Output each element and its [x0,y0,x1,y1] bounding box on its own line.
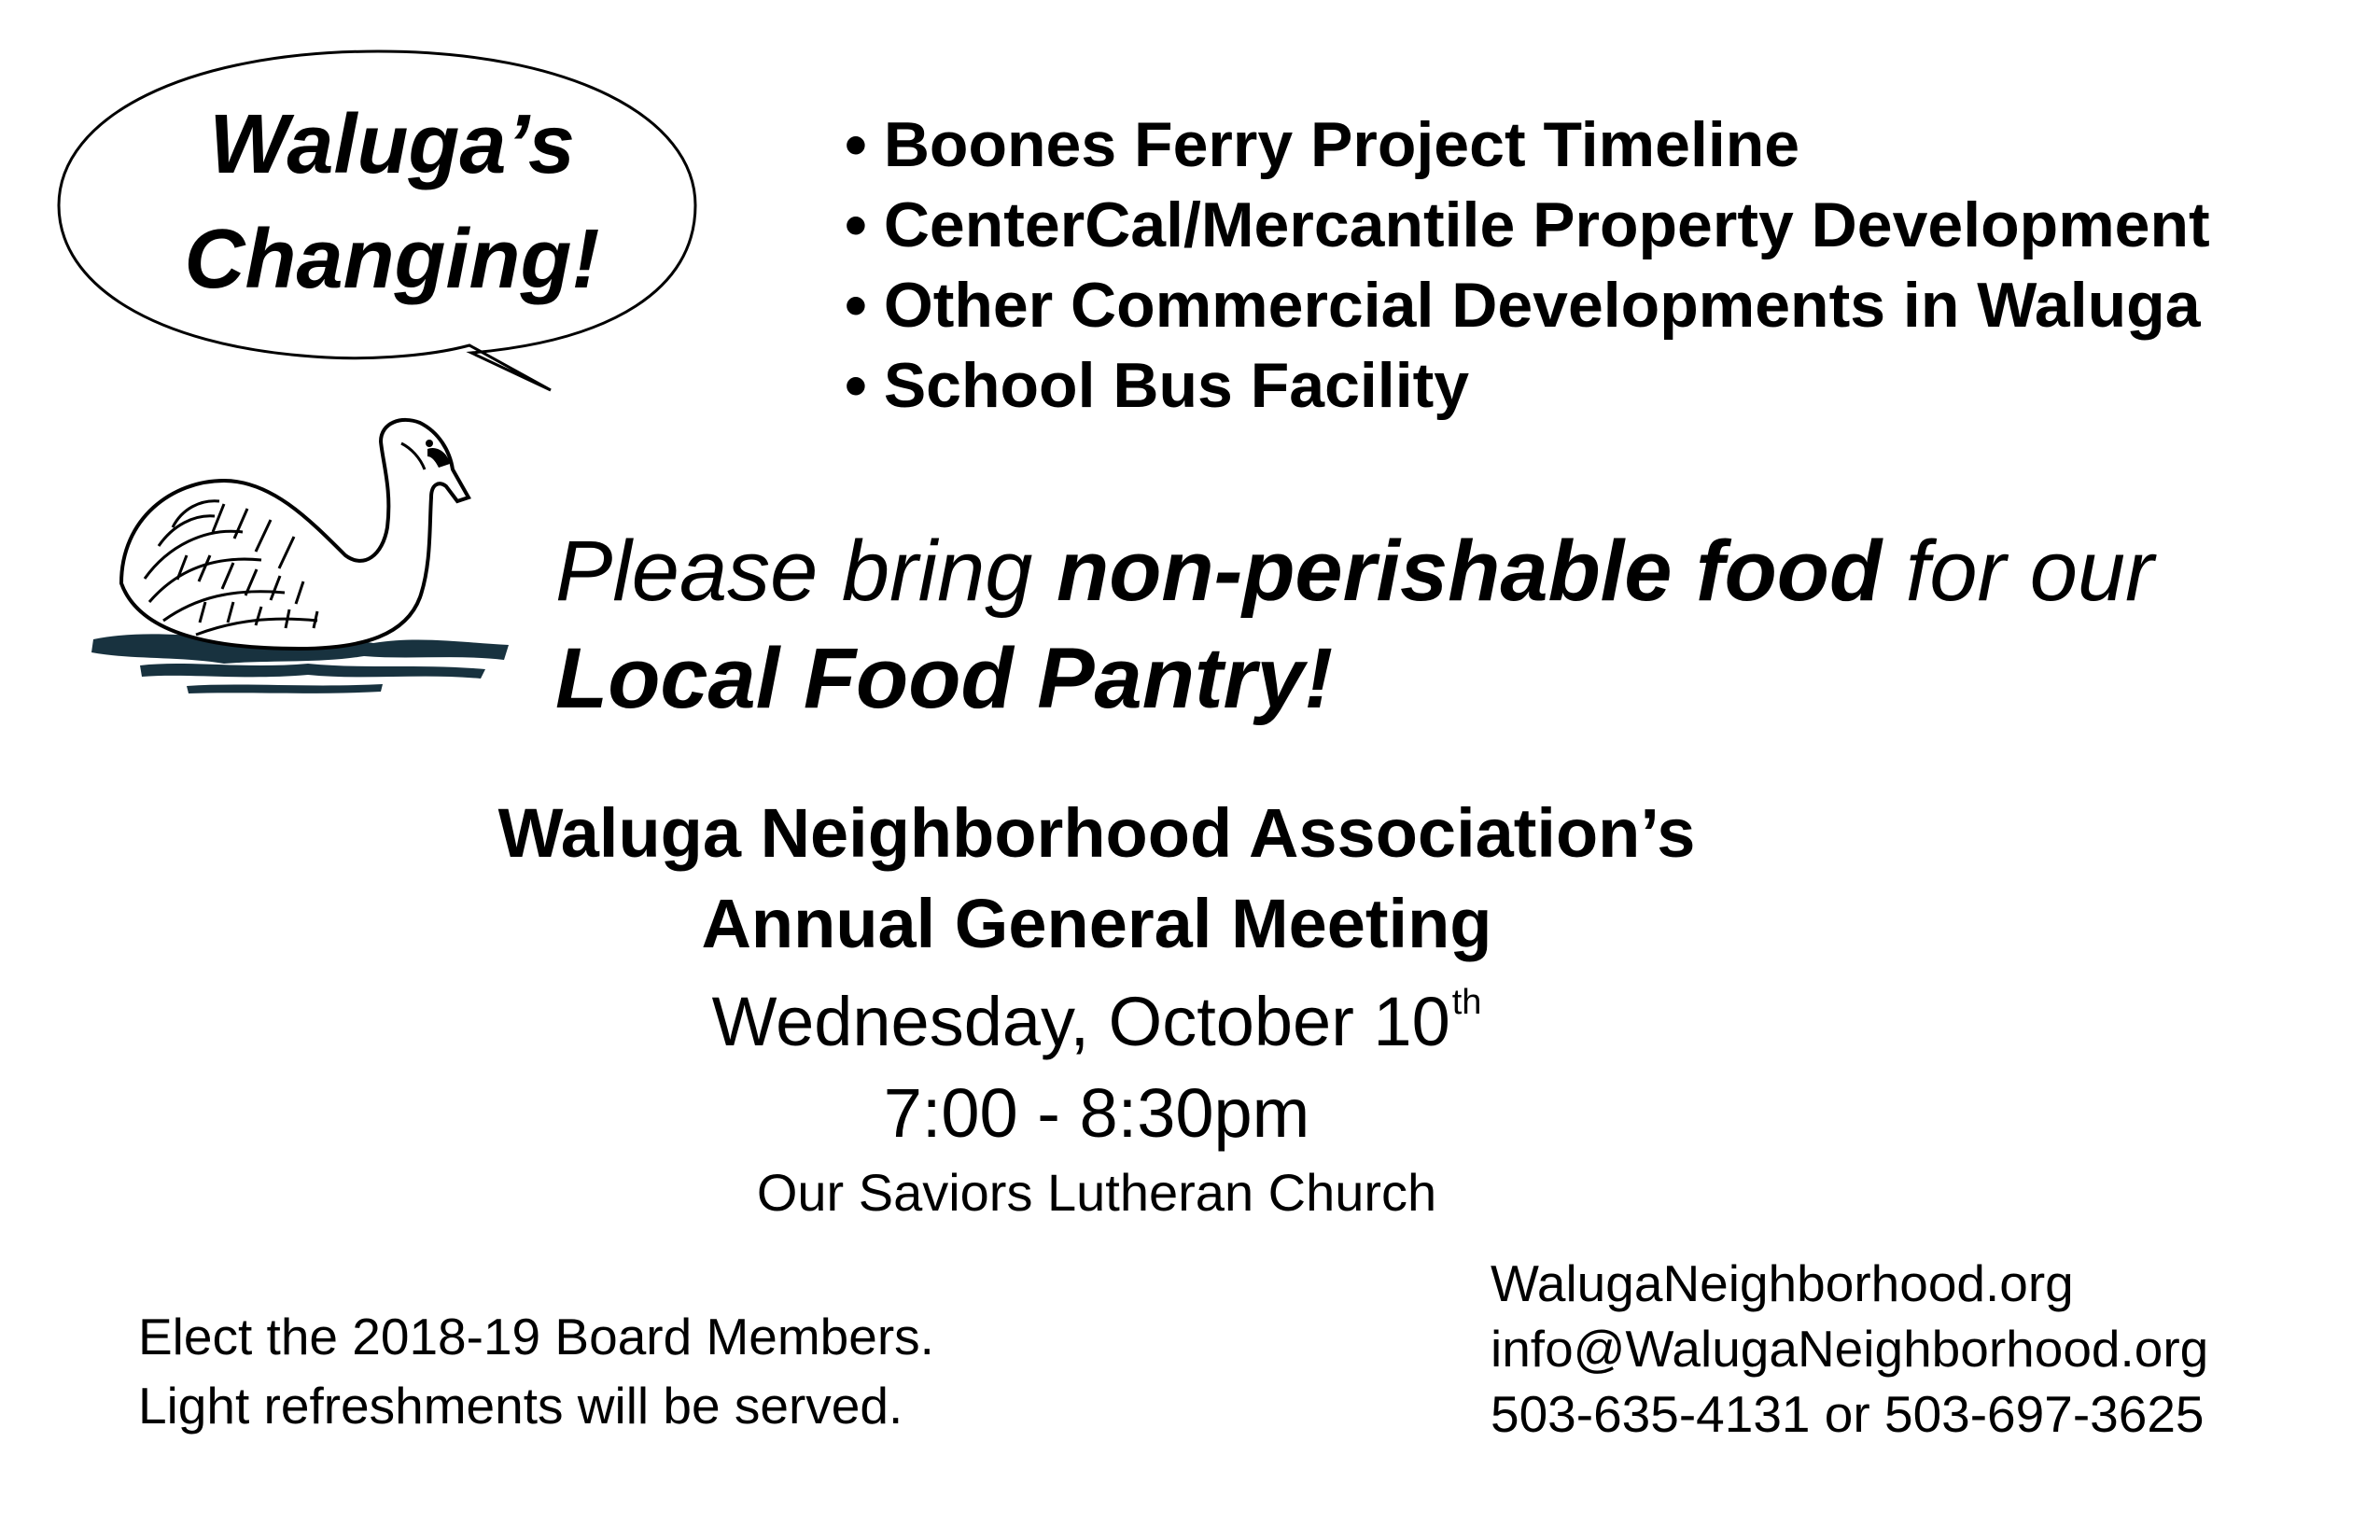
list-item: • School Bus Facility [845,345,2210,426]
food-request-line-1 [555,518,2154,625]
note-line: Light refreshments will be served. [138,1377,903,1435]
food-request [555,518,2154,733]
swan-icon [84,415,513,723]
meeting-location: Our Saviors Lutheran Church [756,1163,1437,1222]
food-request-emphasis: non-perishable food [1057,524,1883,619]
website-link[interactable]: WalugaNeighborhood.org [1491,1254,2074,1312]
meeting-date-text: Wednesday, October 10 [711,983,1450,1060]
association-name: Waluga Neighborhood Association’s [497,794,1696,872]
meeting-time: 7:00 - 8:30pm [883,1074,1310,1152]
food-request-part-3: for our [1882,524,2154,619]
list-item: • Other Commercial Developments in Waluga [845,265,2210,345]
bubble-line-1: Waluga’s [209,98,575,191]
topic-list [845,105,2210,426]
food-request-line-2 [555,625,2154,733]
email-link[interactable]: info@WalugaNeighborhood.org [1491,1320,2209,1378]
meeting-date-suffix: th [1451,983,1482,1022]
notes [138,1302,934,1440]
list-item: • CenterCal/Mercantile Property Development [845,185,2210,265]
bubble-line-2: Changing! [184,213,600,306]
phone-numbers: 503-635-4131 or 503-697-3625 [1491,1385,2205,1443]
note-line: Elect the 2018-19 Board Members. [138,1308,934,1365]
food-request-part-1: Please bring [555,524,1057,619]
list-item: • Boones Ferry Project Timeline [845,105,2210,185]
meeting-title: Annual General Meeting [701,885,1492,962]
contact-info [1491,1251,2208,1447]
food-pantry-label: Local Food Pantry! [555,631,1334,726]
meeting-date [0,980,2287,1076]
